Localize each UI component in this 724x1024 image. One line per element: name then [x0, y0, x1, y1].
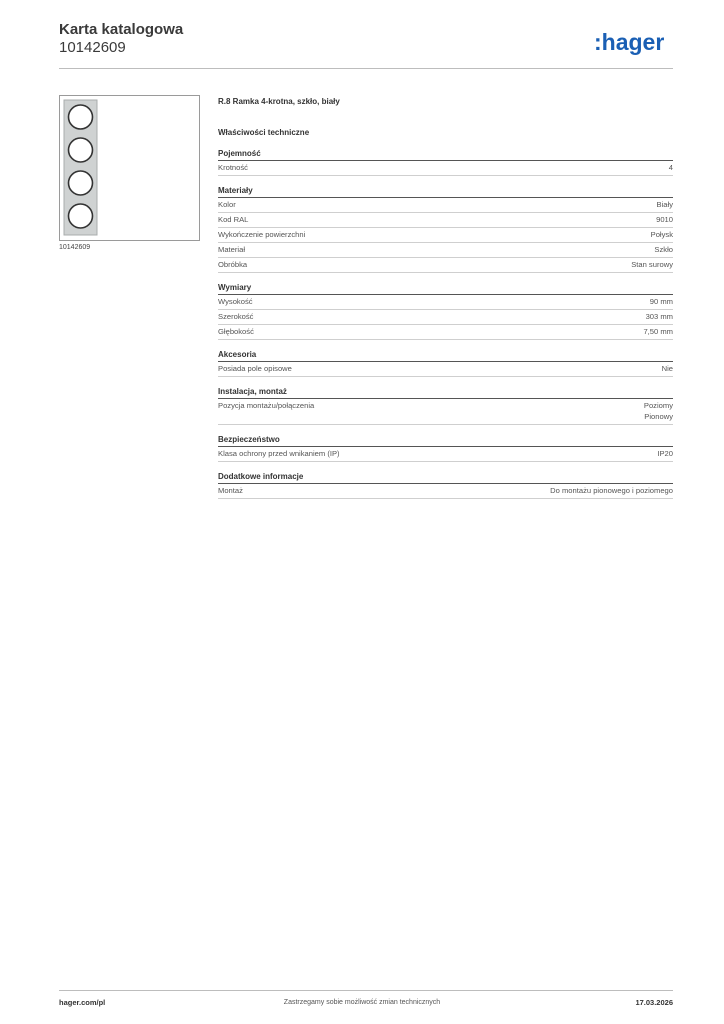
group-title: Dodatkowe informacje — [218, 471, 673, 484]
spec-value — [654, 244, 673, 255]
product-name: R.8 Ramka 4-krotna, szkło, biały — [218, 97, 340, 106]
spec-value — [651, 229, 673, 240]
spec-label: Posiada pole opisowe — [218, 364, 292, 373]
group-title: Wymiary — [218, 282, 673, 295]
spec-row — [218, 310, 673, 325]
spec-content — [218, 96, 673, 499]
spec-value-line: Nie — [661, 364, 673, 373]
spec-value-line: Pionowy — [644, 412, 673, 421]
spec-value-line: IP20 — [657, 449, 673, 458]
spec-groups — [218, 148, 673, 499]
spec-label: Montaż — [218, 486, 243, 495]
header-divider — [59, 68, 673, 69]
product-number: 10142609 — [59, 39, 126, 56]
frame-slot — [69, 138, 93, 162]
spec-value-line: 9010 — [656, 215, 673, 224]
spec-value — [650, 296, 673, 307]
spec-label: Pozycja montażu/połączenia — [218, 401, 315, 410]
spec-row — [218, 228, 673, 243]
image-caption: 10142609 — [59, 244, 91, 251]
spec-value — [662, 363, 673, 374]
footer-divider — [59, 990, 673, 991]
spec-value-line: Połysk — [650, 230, 673, 239]
spec-group — [218, 434, 673, 462]
spec-label: Wykończenie powierzchni — [218, 230, 306, 239]
hager-logo — [594, 30, 674, 56]
spec-value — [644, 400, 673, 422]
spec-row — [218, 399, 673, 425]
spec-row — [218, 295, 673, 310]
spec-value-line: Biały — [656, 200, 673, 209]
spec-row — [218, 198, 673, 213]
spec-row — [218, 243, 673, 258]
spec-value-line: 7,50 mm — [643, 327, 673, 336]
spec-label: Głębokość — [218, 327, 254, 336]
footer-date: 17.03.2026 — [635, 998, 673, 1007]
spec-group — [218, 471, 673, 499]
footer-website[interactable]: hager.com/pl — [59, 998, 106, 1007]
frame-slot — [69, 204, 93, 228]
logo-text: :hager — [594, 30, 665, 55]
spec-label: Kolor — [218, 200, 236, 209]
spec-row — [218, 447, 673, 462]
spec-label: Szerokość — [218, 312, 254, 321]
spec-value — [669, 162, 673, 173]
spec-value — [631, 259, 673, 270]
spec-value-line: 303 mm — [645, 312, 673, 321]
spec-label: Wysokość — [218, 297, 253, 306]
page-title: Karta katalogowa — [59, 21, 184, 38]
frame-illustration — [60, 96, 199, 240]
spec-group — [218, 349, 673, 377]
spec-label: Kod RAL — [218, 215, 249, 224]
frame-slot — [69, 105, 93, 129]
spec-group — [218, 185, 673, 273]
group-title: Pojemność — [218, 148, 673, 161]
spec-group — [218, 282, 673, 340]
spec-row — [218, 484, 673, 499]
group-title: Bezpieczeństwo — [218, 434, 673, 447]
spec-row — [218, 362, 673, 377]
spec-value — [657, 448, 673, 459]
spec-label: Obróbka — [218, 260, 248, 269]
spec-value — [643, 326, 673, 337]
spec-value-line: Szkło — [654, 245, 673, 254]
spec-label: Materiał — [218, 245, 246, 254]
spec-label: Klasa ochrony przed wnikaniem (IP) — [218, 449, 340, 458]
spec-row — [218, 213, 673, 228]
product-image — [59, 95, 200, 241]
spec-value-line: Stan surowy — [631, 260, 673, 269]
spec-value-line: Poziomy — [643, 401, 673, 410]
spec-value-line: 90 mm — [649, 297, 673, 306]
spec-value-line: Do montażu pionowego i poziomego — [550, 486, 673, 495]
spec-group — [218, 386, 673, 425]
spec-group — [218, 148, 673, 176]
spec-row — [218, 325, 673, 340]
spec-label: Krotność — [218, 163, 248, 172]
group-title: Materiały — [218, 185, 673, 198]
spec-value — [550, 485, 673, 496]
footer-disclaimer: Zastrzegamy sobie możliwość zmian technicznych — [283, 999, 441, 1006]
spec-value — [646, 311, 673, 322]
spec-value — [657, 199, 673, 210]
technical-properties-heading: Właściwości techniczne — [218, 128, 310, 137]
group-title: Instalacja, montaż — [218, 386, 673, 399]
group-title: Akcesoria — [218, 349, 673, 362]
spec-row — [218, 258, 673, 273]
spec-row — [218, 161, 673, 176]
spec-value — [656, 214, 673, 225]
spec-value-line: 4 — [668, 163, 673, 172]
frame-slot — [69, 171, 93, 195]
